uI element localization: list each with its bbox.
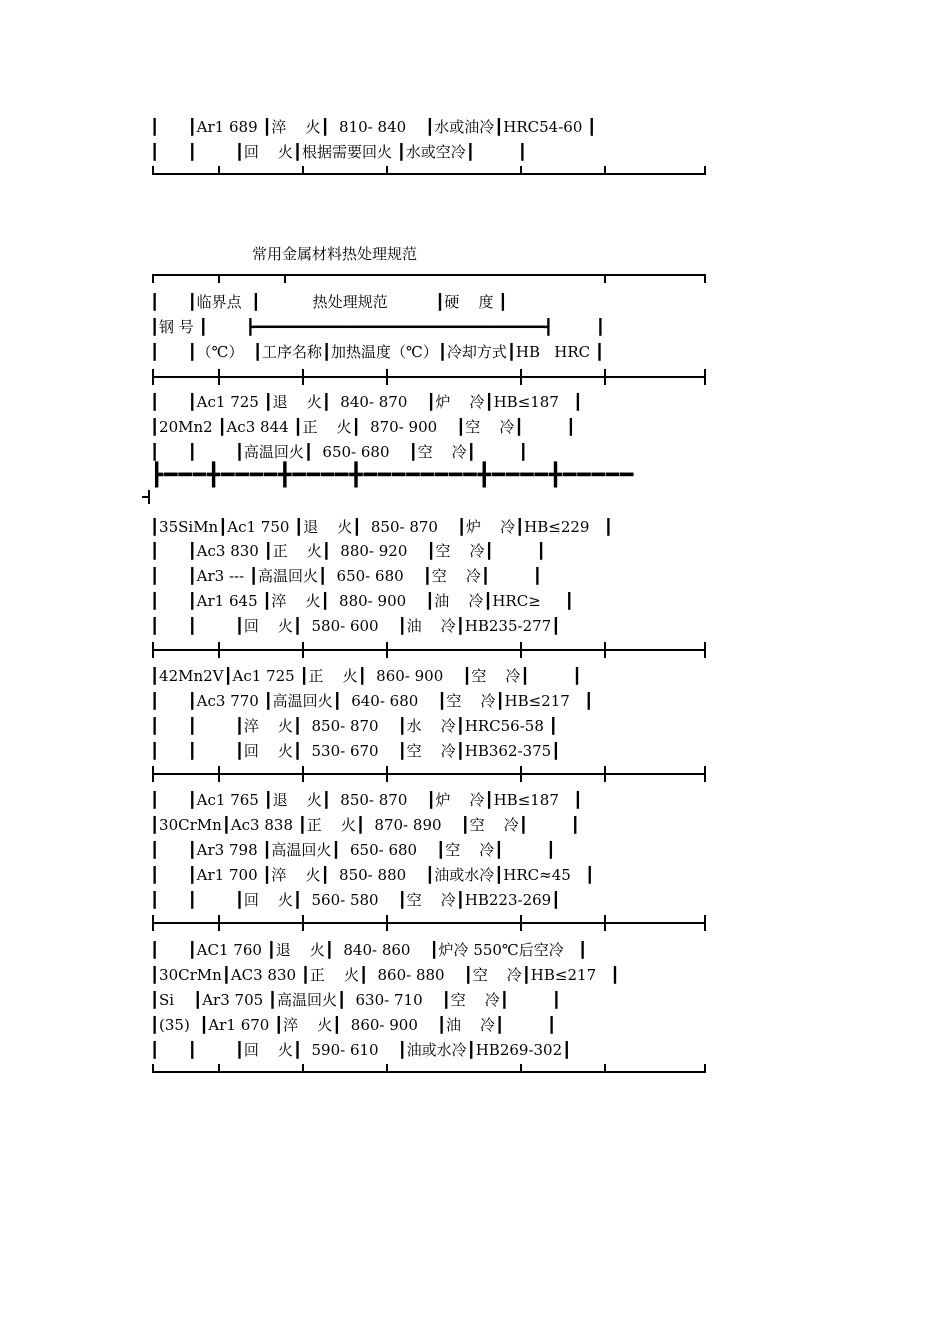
table-row: ┃30CrMn┃AC3 830 ┃正 火┃ 860- 880 ┃空 冷┃HB≤217 ┃ <box>150 966 620 984</box>
table-row: ┃20Mn2 ┃Ac3 844 ┃正 火┃ 870- 900 ┃空 冷┃ ┃ <box>150 418 576 436</box>
rule-tick <box>520 1064 522 1073</box>
rule-tick <box>520 369 522 385</box>
table-row: ┃ ┃Ar3 798 ┃高温回火┃ 650- 680 ┃空 冷┃ ┃ <box>150 841 556 859</box>
rule-tick <box>302 369 304 385</box>
table-row: ┃ ┃Ar1 645 ┃淬 火┃ 880- 900 ┃油 冷┃HRC≥ ┃ <box>150 592 574 610</box>
rule-tick <box>604 642 606 658</box>
table-row: ┃ ┃ ┃回 火┃ 560- 580 ┃空 冷┃HB223-269┃ <box>150 891 561 909</box>
rule-tick <box>152 1064 154 1073</box>
table-top-rule <box>152 274 706 276</box>
rule-tick <box>152 369 154 385</box>
rule-tick <box>520 915 522 931</box>
table-bottom-rule <box>152 1071 706 1073</box>
table-row: ┃35SiMn┃Ac1 750 ┃退 火┃ 850- 870 ┃炉 冷┃HB≤229 ┃ <box>150 518 613 536</box>
rule-tick <box>520 642 522 658</box>
rule-tick <box>152 166 154 175</box>
rule-tick <box>520 166 522 175</box>
rule-tick <box>604 166 606 175</box>
rule-tick <box>386 166 388 175</box>
rule-tick <box>386 369 388 385</box>
rule-tick <box>302 166 304 175</box>
separator-rule <box>152 773 706 775</box>
rule-tick <box>704 166 706 175</box>
table-row: ┃(35) ┃Ar1 670 ┃淬 火┃ 860- 900 ┃油 冷┃ ┃ <box>150 1016 557 1034</box>
table-row: ┃ ┃ ┃回 火┃ 530- 670 ┃空 冷┃HB362-375┃ <box>150 742 561 760</box>
rule-tick <box>604 274 606 283</box>
rule-tick <box>704 766 706 782</box>
rule-tick <box>152 766 154 782</box>
rule-tick <box>218 766 220 782</box>
table-row: ┃ ┃Ac3 770 ┃高温回火┃ 640- 680 ┃空 冷┃HB≤217 ┃ <box>150 692 594 710</box>
rule-tick <box>386 642 388 658</box>
separator-stub <box>142 496 150 498</box>
rule-tick <box>302 915 304 931</box>
header-row-1: ┃ ┃临界点 ┃ 热处理规范 ┃硬 度 ┃ <box>150 293 508 311</box>
fragment-row-2: ┃ ┃ ┃回 火┃根据需要回火 ┃水或空冷┃ ┃ <box>150 143 527 161</box>
rule-tick <box>704 1064 706 1073</box>
table-row: ┃ ┃AC1 760 ┃退 火┃ 840- 860 ┃炉冷 550℃后空冷 ┃ <box>150 941 588 959</box>
table-row: ┃ ┃Ac1 725 ┃退 火┃ 840- 870 ┃炉 冷┃HB≤187 ┃ <box>150 393 583 411</box>
table-row: ┃ ┃ ┃高温回火┃ 650- 680 ┃空 冷┃ ┃ <box>150 443 528 461</box>
table-row: ┃ ┃Ac1 765 ┃退 火┃ 850- 870 ┃炉 冷┃HB≤187 ┃ <box>150 791 583 809</box>
rule-tick <box>152 915 154 931</box>
rule-tick <box>152 642 154 658</box>
rule-tick <box>218 274 220 283</box>
table-row: ┃30CrMn┃Ac3 838 ┃正 火┃ 870- 890 ┃空 冷┃ ┃ <box>150 816 580 834</box>
table-row: ┃ ┃ ┃淬 火┃ 850- 870 ┃水 冷┃HRC56-58 ┃ <box>150 717 558 735</box>
rule-tick <box>704 369 706 385</box>
table-row: ┃Si ┃Ar3 705 ┃高温回火┃ 630- 710 ┃空 冷┃ ┃ <box>150 991 561 1009</box>
rule-tick <box>218 915 220 931</box>
header-row-2: ┃钢 号 ┃ ┣━━━━━━━━━━━━━━━━━━━━━━━━━━━━━━━━┫ ┃ <box>150 318 605 336</box>
rule-tick <box>152 274 154 283</box>
rule-tick <box>604 915 606 931</box>
rule-tick <box>218 642 220 658</box>
header-row-3: ┃ ┃（℃） ┃工序名称┃加热温度（℃）┃冷却方式┃HB HRC ┃ <box>150 343 604 361</box>
table-bottom-rule <box>152 173 706 175</box>
rule-tick <box>218 1064 220 1073</box>
fragment-row-1: ┃ ┃Ar1 689 ┃淬 火┃ 810- 840 ┃水或油冷┃HRC54-60 ┃ <box>150 118 597 136</box>
broken-separator: ┣━━━╋━━━━╋━━━━╋━━━━━━━━╋━━━━╋━━━━━ <box>150 463 635 488</box>
separator-rule <box>152 376 706 378</box>
table-row: ┃ ┃Ar1 700 ┃淬 火┃ 850- 880 ┃油或水冷┃HRC≈45 ┃ <box>150 866 595 884</box>
rule-tick <box>302 642 304 658</box>
rule-tick <box>704 642 706 658</box>
separator-rule <box>152 649 706 651</box>
table-row: ┃ ┃Ar3 --- ┃高温回火┃ 650- 680 ┃空 冷┃ ┃ <box>150 567 542 585</box>
page-title: 常用金属材料热处理规范 <box>252 245 418 263</box>
table-row: ┃42Mn2V┃Ac1 725 ┃正 火┃ 860- 900 ┃空 冷┃ ┃ <box>150 667 582 685</box>
rule-tick <box>520 766 522 782</box>
rule-tick <box>604 369 606 385</box>
rule-tick <box>218 369 220 385</box>
rule-tick <box>704 915 706 931</box>
rule-tick <box>604 1064 606 1073</box>
table-row: ┃ ┃ ┃回 火┃ 580- 600 ┃油 冷┃HB235-277┃ <box>150 617 561 635</box>
rule-tick <box>604 766 606 782</box>
table-row: ┃ ┃Ac3 830 ┃正 火┃ 880- 920 ┃空 冷┃ ┃ <box>150 542 546 560</box>
rule-tick <box>218 166 220 175</box>
rule-tick <box>302 766 304 782</box>
rule-tick <box>284 274 286 283</box>
rule-tick <box>386 1064 388 1073</box>
separator-rule <box>152 922 706 924</box>
rule-tick <box>704 274 706 283</box>
rule-tick <box>386 766 388 782</box>
rule-tick <box>386 915 388 931</box>
table-row: ┃ ┃ ┃回 火┃ 590- 610 ┃油或水冷┃HB269-302┃ <box>150 1041 572 1059</box>
rule-tick <box>302 1064 304 1073</box>
